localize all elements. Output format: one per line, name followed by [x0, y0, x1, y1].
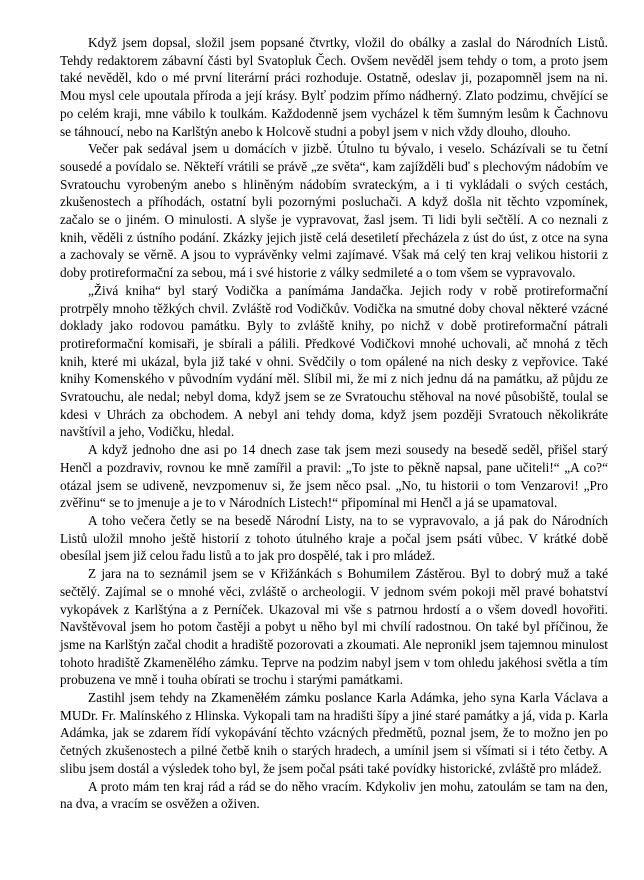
paragraph: Večer pak sedával jsem u domácích v jizbě. Útulno tu bývalo, i veselo. Scházívali se tu četní sousedé a povídalo se. Někteří vrátili se právě „ze světa“, kam zajížděli buď s plechovým nádobím ve Svratouchu vyrobeným anebo s hliněným nádobím svrateckým, a i ti vykládali o svých cestách, zkušenostech a příhodách, ostatní byli pozornými posluchači. A když došla nit těchto vzpomínek, začalo se o jiném. O minulosti. A slyše je vypravovat, žasl jsem. Ti lidi byli sečtělí. A co neznali z knih, věděli z ústního podání. Zkázky jejich jistě celá desetiletí přecházela z úst do úst, z otce na syna a zachovaly se věrně. A jsou to vyprávěnky velmi zajímavé. Však má celý ten kraj velikou historii z doby protireformační za sebou, má i své historie z války sedmileté a o tom všem se vypravovalo. [60, 141, 608, 281]
paragraph: Když jsem dopsal, složil jsem popsané čtvrtky, vložil do obálky a zaslal do Národních Listů. Tehdy redaktorem zábavní části byl Svatopluk Čech. Ovšem nevěděl jsem tehdy o tom, a proto jsem také nevěděl, kdo o mé první literární práci rozhoduje. Ostatně, odeslav ji, pozapomněl jsem na ni. Mou mysl cele upoutala příroda a její krásy. Bylť podzim přímo nádherný. Zlato podzimu, chvějící se po celém kraji, mne vábilo k toulkám. Každodenně jsem vycházel k těm šumným lesům k Čachnovu se táhnoucí, nebo na Karlštýn anebo k Holcově studni a pobyl jsem v nich vždy dlouho, dlouho. [60, 35, 608, 139]
paragraph: Zastihl jsem tehdy na Zkameněłém zámku poslance Karla Adámka, jeho syna Karla Václava a MUDr. Fr. Malínského z Hlinska. Vykopali tam na hradišti šípy a jiné staré památky a já, vida p. Karla Adámka, jak se zdarem řídí vykopávání těchto vzácných předmětů, poznal jsem, že to možno jen po četných zkušenostech a pilné četbě knih o starých hradech, a umínil jsem si všímati si i této četby. A slibu jsem dostál a výsledek toho byl, že jsem počal psáti také povídky historické, zvláště pro mládež. [60, 690, 608, 776]
paragraph: Z jara na to seznámil jsem se v Křižánkách s Bohumilem Zástěrou. Byl to dobrý muž a také sečtělý. Zajímal se o mnohé věci, zvláště o archeologii. V jednom svém pokoji měl pravé bohatství vykopávek z Karlštýna a z Perníček. Ukazoval mi vše s patrnou hrdostí a o všem dovedl hovořiti. Navštěvoval jsem ho potom častěji a pobyt u něho byl mi chvílí radostnou. On také byl příčinou, že jsme na Karlštýn začal chodit a hradiště pozorovati a zkoumati. Ale nepronikl jsem tajemnou minulost tohoto hradiště Zkamenělého zámku. Teprve na podzim nabyl jsem v tom ohledu jakéhosi světla a tím probuzena ve mně i touha obírati se trochu i starými památkami. [60, 566, 608, 688]
paragraph: „Živá kniha“ byl starý Vodička a panímáma Jandačka. Jejich rody v robě protireformační protrpěly mnoho těžkých chvil. Zvláště rod Vodičkův. Vodička na smutné doby choval některé vzácné doklady jako rodovou památku. Byly to zvláště knihy, po nichž v době protireformační pátrali protireformační komisaři, je sbírali a pálili. Předkové Vodičkovi mnohé uchovali, ač mnohá z těch knih, které mi ukázal, byla již také v ohni. Svědčily o tom opálené na nich desky z vepřovice. Také knihy Komenského v původním vydání měl. Slíbil mi, že mi z nich jednu dá na památku, až půjdu ze Svratouchu, ale nedal; nebyl doma, když jsem se ze Svratouchu stěhoval na nové působiště, toulal se kdesi v Uhrách za obchodem. A nebyl ani tehdy doma, když jsem později Svratouch několikráte navštívil a jeho, Vodičku, hledal. [60, 282, 608, 440]
paragraph: A toho večera četly se na besedě Národní Listy, na to se vypravovalo, a já pak do Národních Listů uložil mnoho ještě historií z tohoto útulného kraje a počal jsem psáti vůbec. V krátké době obesílal jsem již celou řadu listů a to jak pro dospělé, tak i pro mládež. [60, 512, 608, 564]
paragraph: A když jednoho dne asi po 14 dnech zase tak jsem mezi sousedy na besedě seděl, přišel starý Henčl a pozdraviv, rovnou ke mně zamířil a pravil: „To jste to pěkně napsal, pane učiteli!“ „A co?“ otázal jsem se udiveně, nevzpomenuv si, že jsem něco psal. „No, tu historii o tom Venzarovi! „Pro zvěřinu“ se to jmenuje a je to v Národních Listech!“ připomínal mi Henčl a já se upamatoval. [60, 442, 608, 511]
paragraph: A proto mám ten kraj rád a rád se do něho vracím. Kdykoliv jen mohu, zatoulám se tam na den, na dva, a vracím se osvěžen a oživen. [60, 778, 608, 812]
